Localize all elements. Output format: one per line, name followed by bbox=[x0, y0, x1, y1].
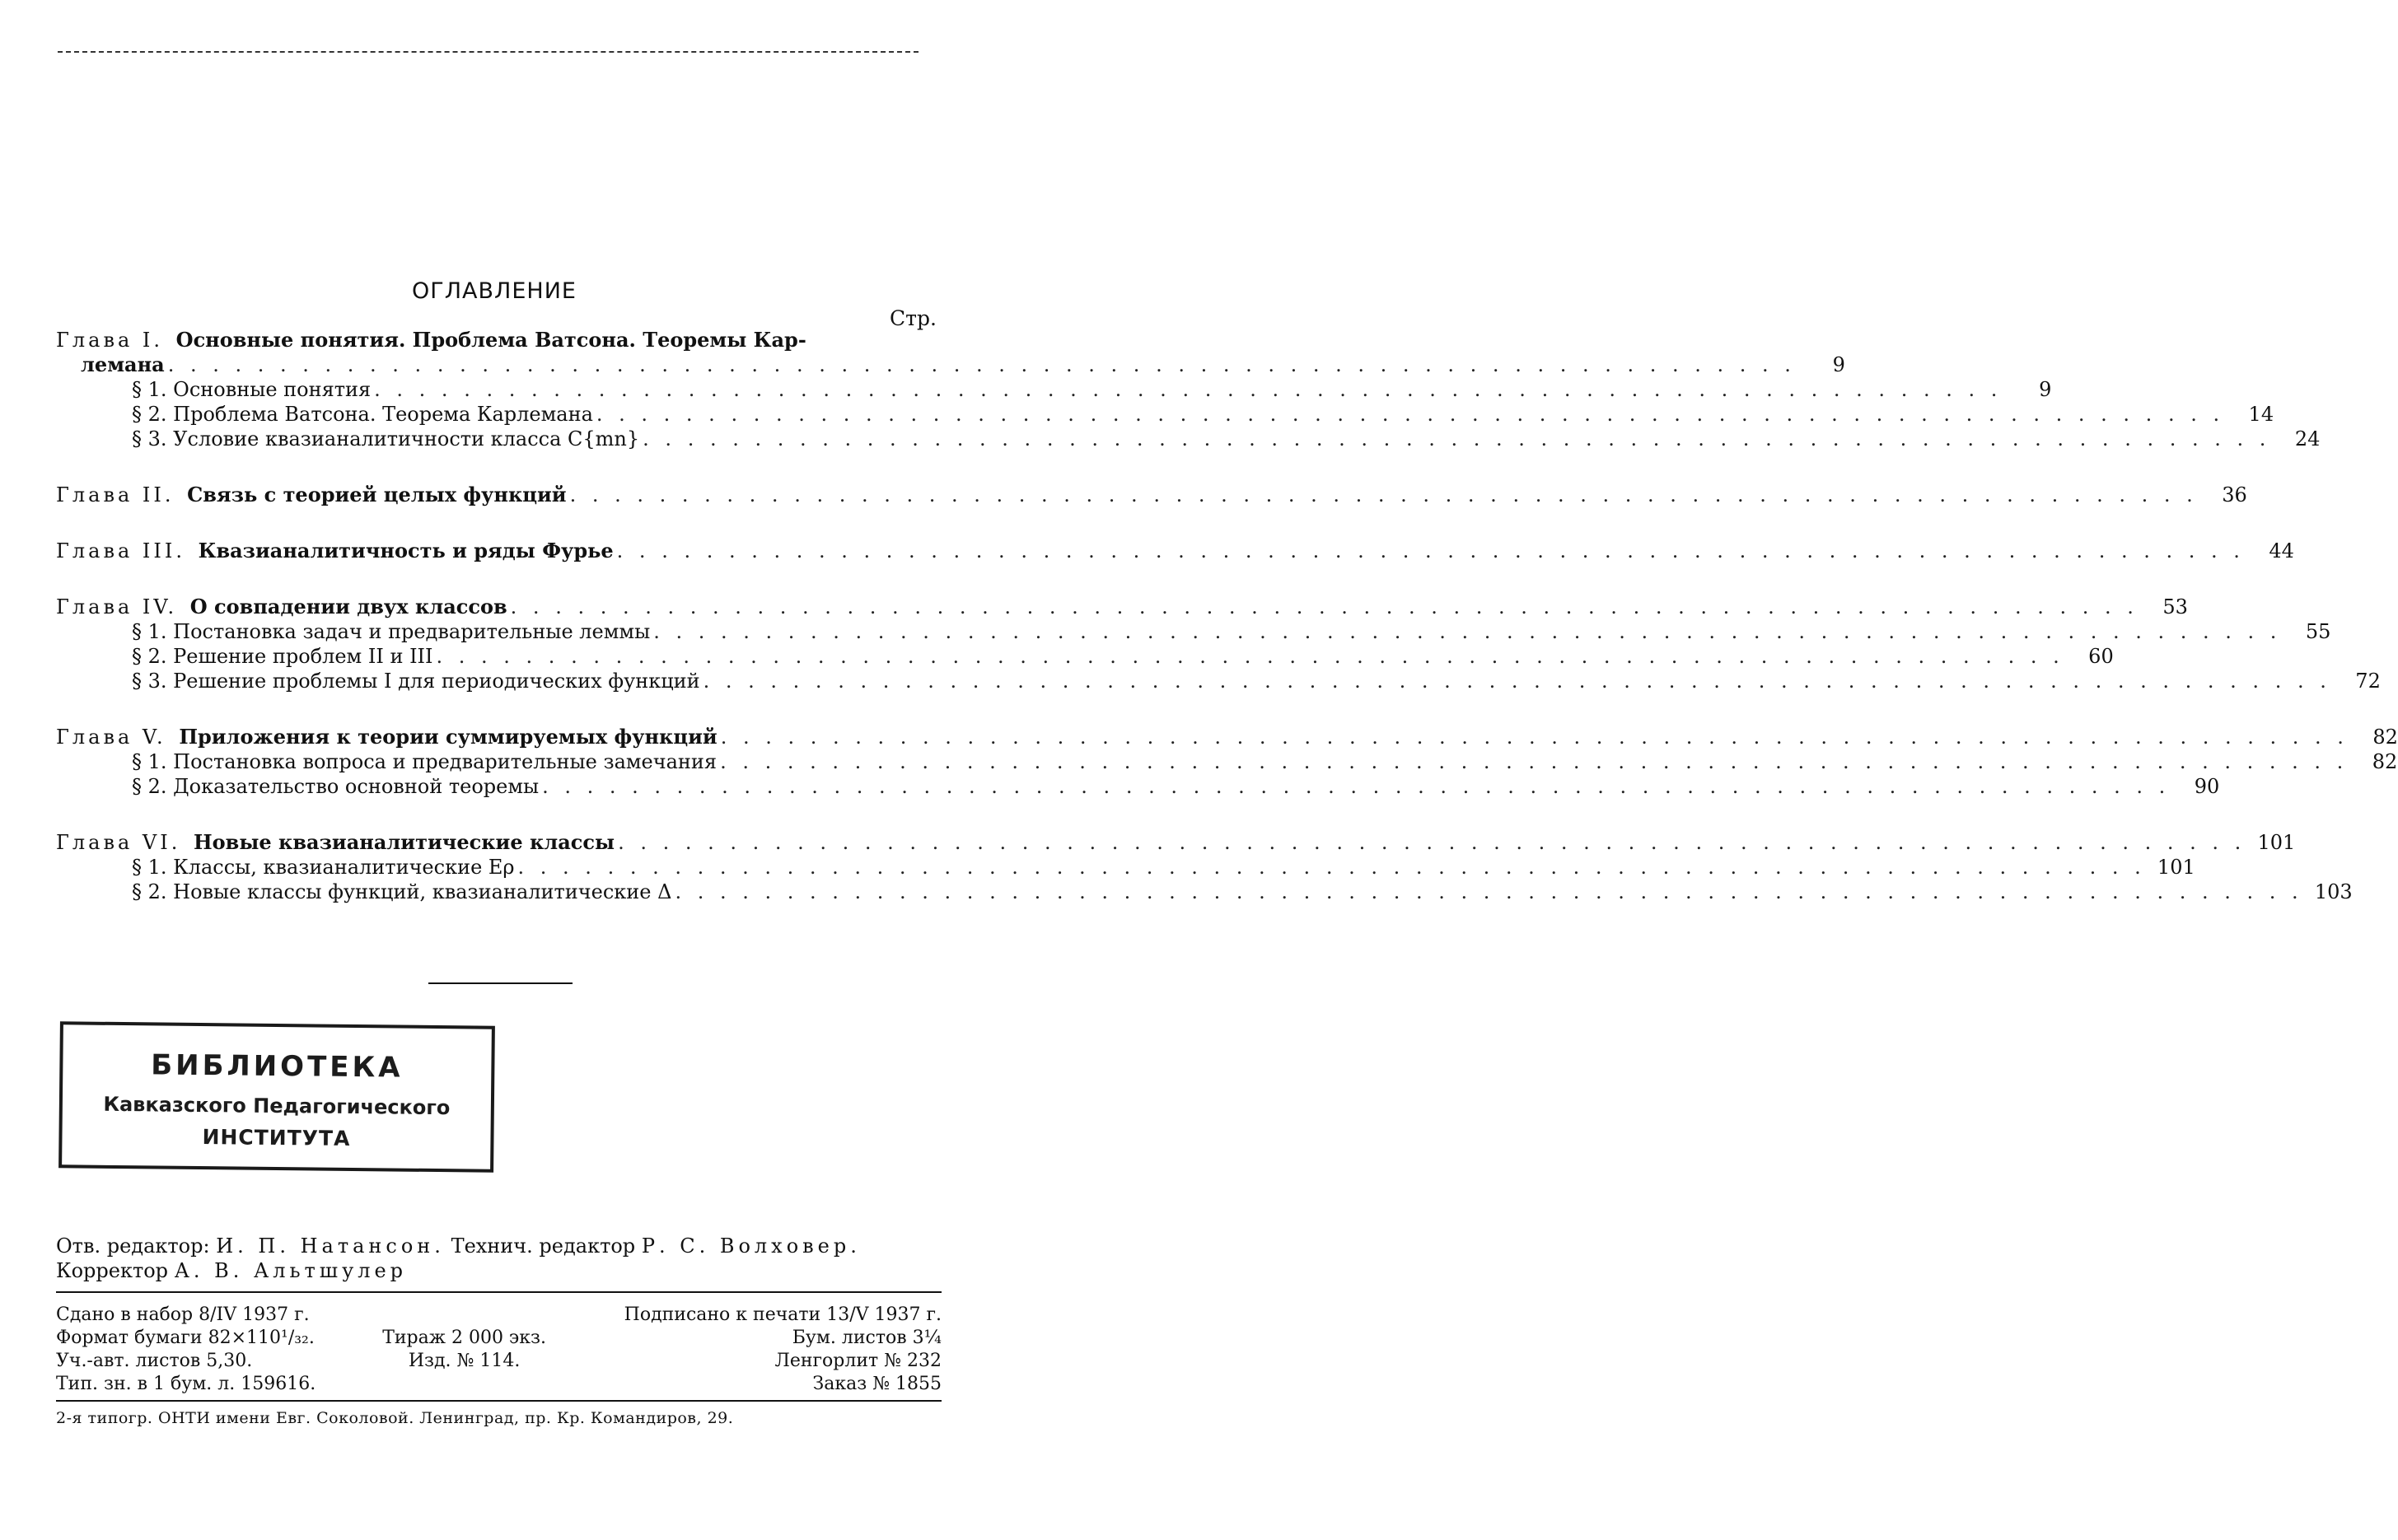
section-label: § 3. Решение проблемы I для периодических функций bbox=[132, 670, 700, 693]
editor-label: Отв. редактор: bbox=[56, 1234, 210, 1258]
chapter-prefix: Глава VI. bbox=[56, 831, 181, 854]
toc-chapter-3 bbox=[56, 539, 2294, 563]
imprint-cell: Сдано в набор 8/IV 1937 г. bbox=[56, 1304, 310, 1325]
dot-leader bbox=[507, 595, 2139, 619]
dot-leader bbox=[650, 619, 2281, 644]
page-number: 72 bbox=[2355, 670, 2381, 693]
toc-chapter-4-title bbox=[56, 595, 2188, 619]
dot-leader bbox=[671, 880, 2302, 904]
imprint-rule-bottom bbox=[56, 1400, 942, 1402]
section-label: § 1. Постановка задач и предварительные леммы bbox=[132, 620, 651, 643]
stamp-line-2: Кавказского Педагогического bbox=[103, 1092, 451, 1120]
toc-chapter-1 bbox=[56, 328, 2321, 451]
page-number: 14 bbox=[2248, 403, 2274, 426]
page-number: 90 bbox=[2194, 775, 2220, 798]
toc-chapter-2 bbox=[56, 483, 2247, 507]
imprint-row bbox=[56, 1327, 942, 1350]
section-label: § 3. Условие квазианалитичности класса C{mn} bbox=[132, 427, 640, 450]
toc-chapter-4 bbox=[56, 595, 2381, 693]
page-number: 82 bbox=[2372, 726, 2398, 749]
toc-section bbox=[56, 669, 2381, 693]
section-label: § 2. Проблема Ватсона. Теорема Карлемана bbox=[132, 403, 593, 426]
tech-editor-name: Р. С. Волховер. bbox=[641, 1234, 861, 1258]
imprint-row bbox=[56, 1304, 942, 1327]
imprint-cell: Подписано к печати 13/V 1937 г. bbox=[624, 1304, 942, 1325]
chapter-prefix: Глава IV. bbox=[56, 595, 178, 618]
section-label: § 2. Новые классы функций, квазианалитические Δ bbox=[132, 880, 672, 903]
toc-section bbox=[56, 619, 2331, 644]
imprint-cell: Тип. зн. в 1 бум. л. 159616. bbox=[56, 1374, 316, 1394]
chapter-title: О совпадении двух классов bbox=[189, 595, 507, 618]
section-divider bbox=[428, 982, 573, 984]
page-number: 55 bbox=[2305, 620, 2331, 643]
toc-section bbox=[56, 644, 2114, 669]
dot-leader bbox=[593, 402, 2224, 427]
page-number: 53 bbox=[2162, 595, 2188, 618]
page-number: 9 bbox=[1832, 353, 1845, 376]
dot-leader bbox=[614, 539, 2245, 563]
dot-leader bbox=[165, 352, 1796, 377]
dot-leader bbox=[567, 483, 2198, 507]
dot-leader bbox=[717, 749, 2348, 774]
dot-leader bbox=[700, 669, 2331, 693]
table-of-contents bbox=[56, 328, 2398, 904]
imprint-rule-top bbox=[56, 1291, 942, 1293]
editor-name: И. П. Натансон. bbox=[216, 1234, 445, 1258]
page-number: 82 bbox=[2372, 750, 2398, 773]
imprint-row bbox=[56, 1350, 942, 1373]
imprint-cell: Формат бумаги 82×110¹/₃₂. bbox=[56, 1328, 315, 1348]
chapter-title: Приложения к теории суммируемых функций bbox=[179, 725, 718, 749]
dot-leader bbox=[639, 427, 2270, 451]
chapter-prefix: Глава II. bbox=[56, 483, 175, 506]
toc-section bbox=[56, 774, 2220, 799]
toc-section bbox=[56, 749, 2398, 774]
toc-chapter-6-title bbox=[56, 830, 2296, 855]
chapter-title: Квазианалитичность и ряды Фурье bbox=[198, 539, 614, 562]
toc-chapter-1-line2 bbox=[56, 352, 1845, 377]
section-label: § 2. Доказательство основной теоремы bbox=[132, 775, 540, 798]
page-number: 101 bbox=[2257, 831, 2296, 854]
chapter-prefix: Глава V. bbox=[56, 726, 166, 749]
printer-footer: 2-я типогр. ОНТИ имени Евг. Соколовой. Ленинград, пр. Кр. Командиров, 29. bbox=[56, 1409, 734, 1427]
imprint-cell: Изд. № 114. bbox=[408, 1351, 521, 1371]
chapter-title-continued: лемана bbox=[81, 352, 165, 376]
chapter-prefix: Глава I. bbox=[56, 329, 164, 352]
stamp-line-1: БИБЛИОТЕКА bbox=[150, 1048, 404, 1085]
imprint-cell: Уч.-авт. листов 5,30. bbox=[56, 1351, 253, 1371]
imprint-block bbox=[56, 1304, 942, 1396]
dot-leader bbox=[433, 644, 2064, 669]
page-number: 44 bbox=[2269, 539, 2294, 562]
top-rule bbox=[58, 51, 919, 53]
imprint-cell: Бум. листов 3¼ bbox=[792, 1328, 942, 1348]
toc-section bbox=[56, 377, 2052, 402]
section-label: § 1. Классы, квазианалитические Eρ bbox=[132, 856, 515, 879]
dot-leader bbox=[615, 830, 2246, 855]
chapter-title: Связь с теорией целых функций bbox=[187, 483, 567, 506]
toc-chapter-5-title bbox=[56, 725, 2398, 749]
page-number: 60 bbox=[2088, 645, 2114, 668]
chapter-title: Основные понятия. Проблема Ватсона. Теоремы Кар- bbox=[175, 328, 806, 352]
dot-leader bbox=[371, 377, 2002, 402]
toc-chapter-5 bbox=[56, 725, 2398, 799]
toc-heading: ОГЛАВЛЕНИЕ bbox=[412, 278, 577, 304]
section-label: § 1. Постановка вопроса и предварительные замечания bbox=[132, 750, 718, 773]
chapter-prefix: Глава III. bbox=[56, 539, 185, 562]
page-number: 36 bbox=[2222, 483, 2247, 506]
page-number: 101 bbox=[2157, 856, 2195, 879]
section-label: § 1. Основные понятия bbox=[132, 378, 372, 401]
imprint-row bbox=[56, 1373, 942, 1396]
imprint-cell bbox=[367, 1304, 563, 1327]
toc-section bbox=[56, 427, 2321, 451]
toc-chapter-1-line1 bbox=[56, 328, 946, 352]
page-number: 24 bbox=[2294, 427, 2321, 450]
imprint-cell bbox=[367, 1373, 563, 1396]
page-column-label: Стр. bbox=[890, 306, 937, 330]
toc-section bbox=[56, 855, 2195, 880]
corrector-name: А. В. Альтшулер bbox=[174, 1259, 408, 1282]
imprint-cell: Ленгорлит № 232 bbox=[774, 1351, 942, 1371]
imprint-cell: Тираж 2 000 экз. bbox=[382, 1328, 546, 1348]
toc-section bbox=[56, 402, 2274, 427]
toc-section bbox=[56, 880, 2353, 904]
editorial-credits bbox=[56, 1234, 946, 1283]
page-number: 103 bbox=[2314, 880, 2353, 903]
stamp-line-3: ИНСТИТУТА bbox=[202, 1125, 351, 1150]
dot-leader bbox=[718, 725, 2349, 749]
chapter-title: Новые квазианалитические классы bbox=[193, 830, 615, 854]
tech-editor-label: Технич. редактор bbox=[451, 1234, 636, 1258]
section-label: § 2. Решение проблем II и III bbox=[132, 645, 433, 668]
corrector-label: Корректор bbox=[56, 1259, 169, 1282]
toc-chapter-6 bbox=[56, 830, 2353, 904]
dot-leader bbox=[515, 855, 2146, 880]
page-number: 9 bbox=[2039, 378, 2052, 401]
library-stamp bbox=[58, 1021, 495, 1173]
dot-leader bbox=[539, 774, 2170, 799]
imprint-cell: Заказ № 1855 bbox=[812, 1374, 942, 1394]
